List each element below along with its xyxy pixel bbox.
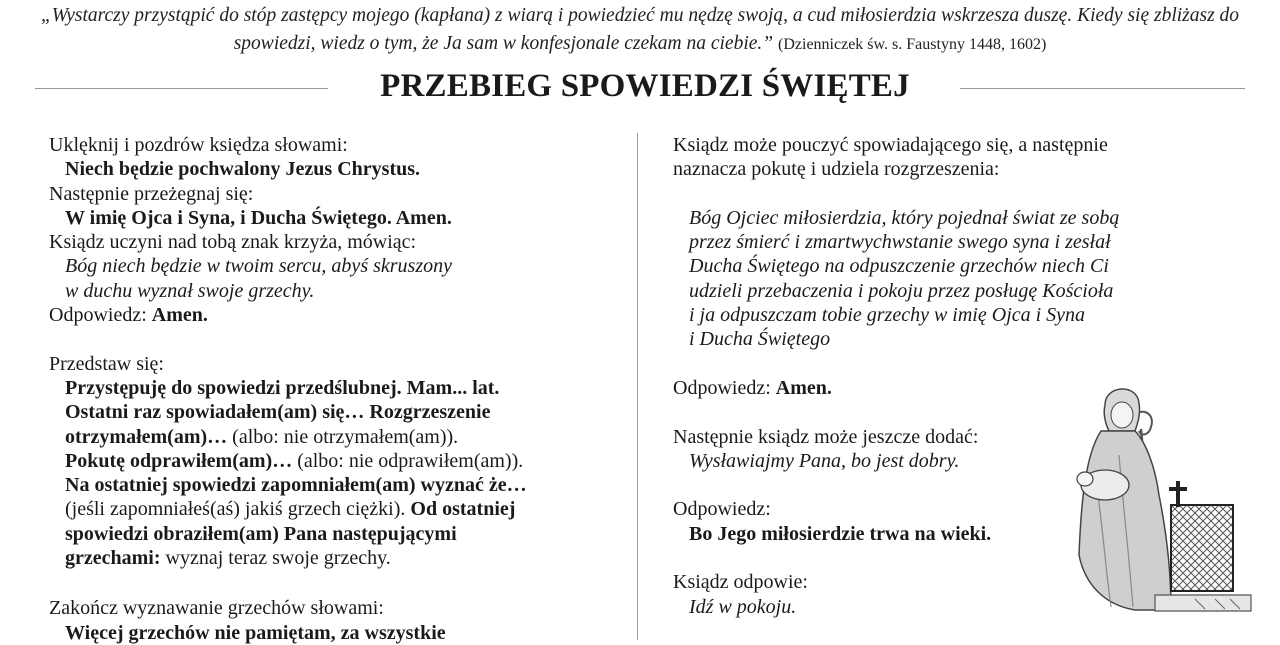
title-rule-right [960, 88, 1245, 89]
absolution-line-2: przez śmierć i zmartwychwstanie swego syna i zesłał [689, 231, 1111, 254]
faustyna-quote [30, 2, 1250, 59]
column-divider [637, 133, 638, 640]
answer-label: Odpowiedz: [673, 376, 776, 399]
end-label: Zakończ wyznawanie grzechów słowami: [49, 597, 384, 620]
intro-line-4-note: (albo: nie odprawiłem(am)). [292, 449, 524, 472]
intro-line-7: spowiedzi obraziłem(am) Pana następującymi [65, 522, 457, 545]
intro-line-8-bold: grzechami: [65, 547, 161, 570]
spacer [673, 352, 1213, 376]
final-text: Idź w pokoju. [689, 595, 797, 618]
add-text: Wysławiajmy Pana, bo jest dobry. [689, 449, 960, 472]
intro-line-6 [49, 497, 629, 521]
end-text: Więcej grzechów nie pamiętam, za wszystkie [65, 621, 446, 644]
intro-line-5: Na ostatniej spowiedzi zapomniałem(am) wyznać że… [65, 474, 527, 497]
intro-line-8-note: wyznaj teraz swoje grzechy. [160, 547, 391, 570]
intro-label: Przedstaw się: [49, 352, 164, 375]
answer-text: Amen. [151, 304, 208, 327]
absolution-line-5: i ja odpuszczam tobie grzechy w imię Ojca i Syna [689, 304, 1086, 327]
absolution-line-3: Ducha Świętego na odpuszczenie grzechów niech Ci [689, 255, 1109, 278]
quote-source: (Dzienniczek św. s. Faustyny 1448, 1602) [778, 36, 1047, 53]
spacer [49, 327, 629, 351]
penance-line-1: Ksiądz może pouczyć spowiadającego się, a następnie [673, 134, 1108, 156]
sign-label: Następnie przeżegnaj się: [49, 182, 254, 205]
priest-label: Ksiądz uczyni nad tobą znak krzyża, mówiąc: [49, 231, 417, 254]
spacer [673, 182, 1213, 206]
answer2-text: Bo Jego miłosierdzie trwa na wieki. [689, 522, 992, 545]
answer-label: Odpowiedz: [49, 304, 152, 327]
sign-text: W imię Ojca i Syna, i Ducha Świętego. Amen. [65, 206, 452, 229]
greet-text: Niech będzie pochwalony Jezus Chrystus. [65, 158, 421, 181]
saint-with-lamb-and-cross-icon [1075, 385, 1255, 615]
add-label: Następnie ksiądz może jeszcze dodać: [673, 425, 979, 448]
intro-line-3-note: (albo: nie otrzymałem(am)). [227, 425, 459, 448]
answer2-label: Odpowiedz: [673, 498, 771, 521]
greet-label: Uklęknij i pozdrów księdza słowami: [49, 134, 348, 156]
answer-line [49, 303, 629, 327]
intro-line-2: Ostatni raz spowiadałem(am) się… Rozgrzeszenie [65, 401, 491, 424]
absolution-line-4: udzieli przebaczenia i pokoju przez posługę Kościoła [689, 279, 1114, 302]
quote-text: „Wystarczy przystąpić do stóp zastępcy mojego (kapłana) z wiarą i powiedzieć mu nędzę swoją, a cud miłosierdzia wskrzesza duszę. Kiedy się zbliżasz do spowiedzi, wiedz o tym, że Ja sam w konfesjonale czekam na ciebie.” [40, 5, 1240, 54]
absolution-line-6: i Ducha Świętego [689, 328, 831, 351]
intro-line-4 [49, 449, 629, 473]
intro-line-8 [49, 546, 629, 570]
absolution-line-1: Bóg Ojciec miłosierdzia, który pojednał świat ze sobą [689, 206, 1120, 229]
intro-line-1: Przystępuję do spowiedzi przedślubnej. Mam... lat. [65, 376, 500, 399]
intro-line-6-bold: Od ostatniej [405, 498, 516, 521]
intro-line-6-note: (jeśli zapomniałeś(aś) jakiś grzech ciężki). [65, 498, 406, 521]
left-column [49, 133, 629, 645]
intro-line-3-bold: otrzymałem(am)… [65, 425, 228, 448]
intro-line-3 [49, 425, 629, 449]
intro-line-4-bold: Pokutę odprawiłem(am)… [65, 449, 293, 472]
page-title: PRZEBIEG SPOWIEDZI ŚWIĘTEJ [380, 68, 910, 104]
penance-line-2: naznacza pokutę i udziela rozgrzeszenia: [673, 158, 1000, 181]
priest-blessing-line-1: Bóg niech będzie w twoim sercu, abyś skruszony [65, 255, 452, 278]
title-rule-left [35, 88, 328, 89]
final-label: Ksiądz odpowie: [673, 571, 808, 594]
answer-text: Amen. [775, 376, 832, 399]
priest-blessing-line-2: w duchu wyznał swoje grzechy. [65, 279, 315, 302]
spacer [49, 570, 629, 596]
